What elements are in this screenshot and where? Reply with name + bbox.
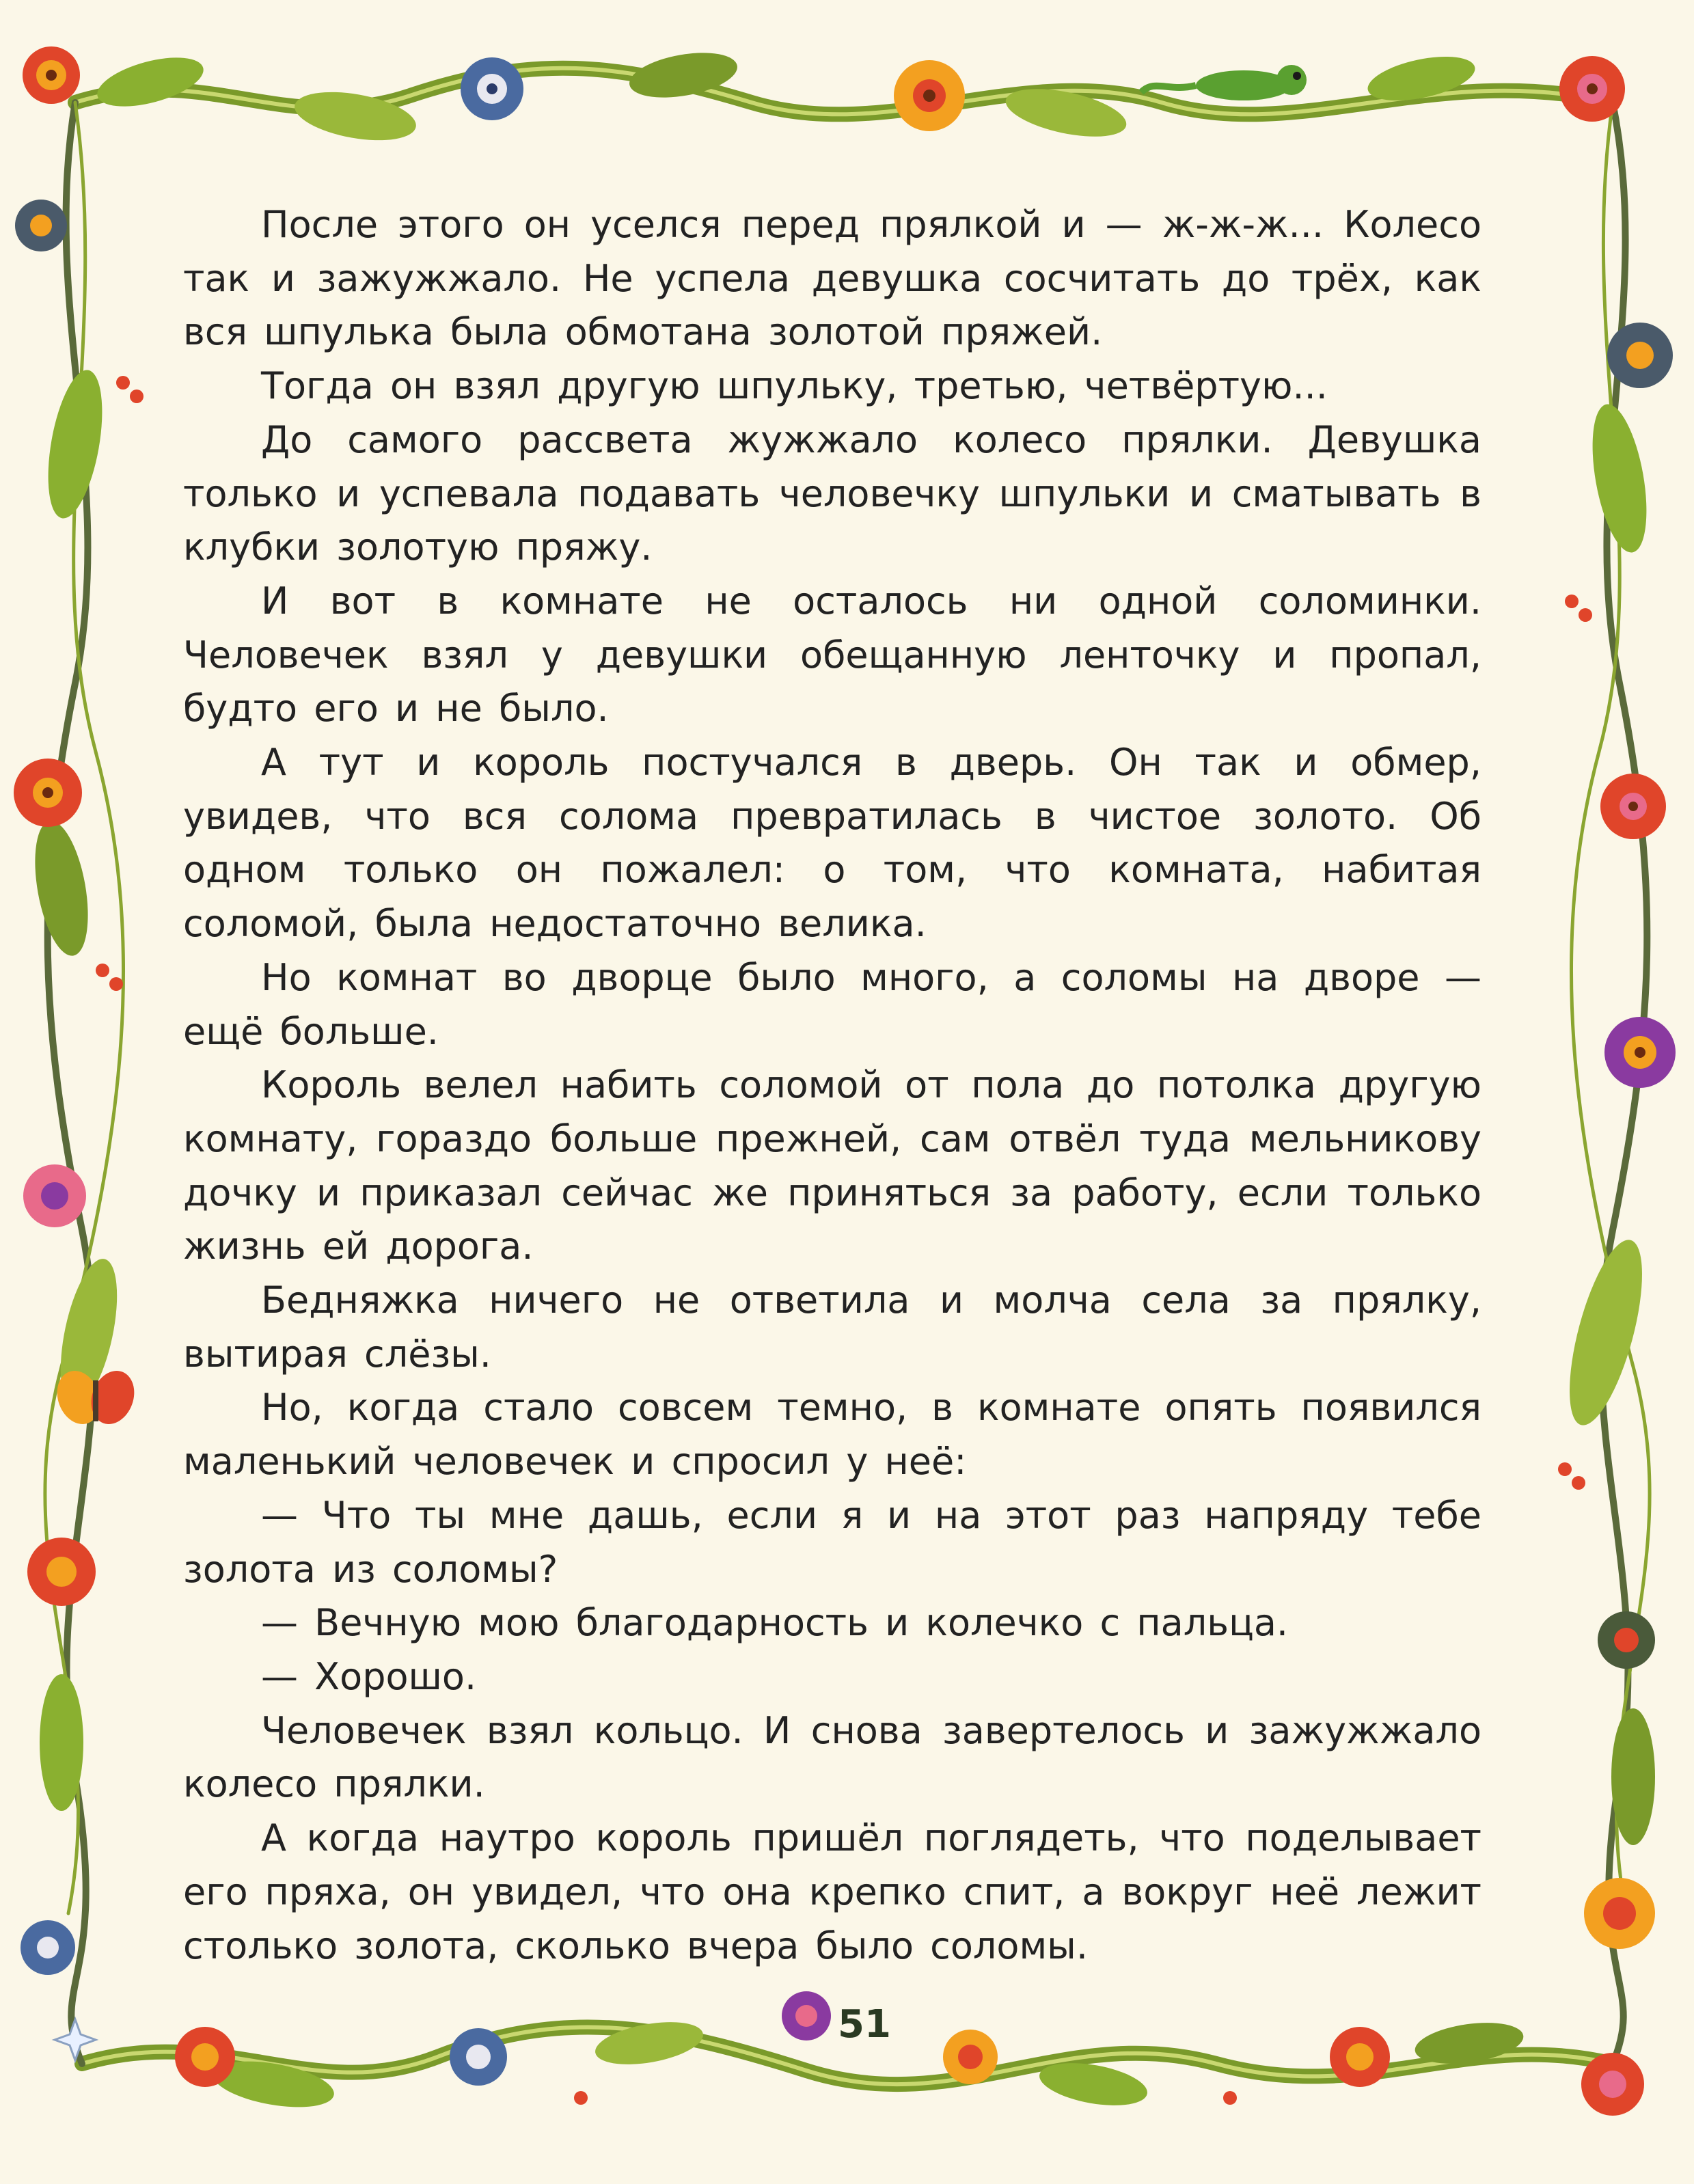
paragraph: Но, когда стало совсем темно, в комнате опять появился маленький человечек и спросил у неё: [183, 1386, 1481, 1484]
paragraph: Король велел набить соломой от пола до потолка другую комнату, гораздо больше прежней, сам отвёл туда мельникову дочку и приказал сейчас же приняться за работу, если только жизнь ей дорога. [183, 1063, 1481, 1268]
paragraph: Но комнат во дворце было много, а соломы на дворе — ещё больше. [183, 955, 1481, 1053]
lizard-icon [1141, 65, 1307, 100]
paragraph: После этого он уселся перед прялкой и — ж-ж-ж... Колесо так и зажужжало. Не успела девушка сосчитать до трёх, как вся шпулька была обмотана золотой пряжей. [183, 203, 1481, 354]
paragraph: И вот в комнате не осталось ни одной соломинки. Человечек взял у девушки обещанную ленточку и пропал, будто его и не было. [183, 579, 1481, 731]
paragraph: До самого рассвета жужжало колесо прялки. Девушка только и успевала подавать человечку шпульки и сматывать в клубки золотую пряжу. [183, 418, 1481, 569]
paragraph: — Хорошо. [261, 1654, 477, 1698]
paragraph: Тогда он взял другую шпульку, третью, четвёртую... [261, 364, 1328, 408]
page-number: 51 [838, 2002, 891, 2047]
story-text [183, 198, 1481, 1973]
paragraph: Человечек взял кольцо. И снова завертелось и зажужжало колесо прялки. [183, 1708, 1481, 1806]
paragraph: А когда наутро король пришёл поглядеть, что поделывает его пряха, он увидел, что она крепко спит, а вокруг неё лежит столько золота, сколько вчера было соломы. [183, 1816, 1481, 1967]
paragraph: — Что ты мне дашь, если я и на этот раз напряду тебе золота из соломы? [183, 1493, 1481, 1591]
paragraph: Бедняжка ничего не ответила и молча села за прялку, вытирая слёзы. [183, 1279, 1481, 1376]
paragraph: А тут и король постучался в дверь. Он так и обмер, увидев, что вся солома превратилась в чистое золото. Об одном только он пожалел: о том, что комната, набитая соломой, была недостаточно велика. [183, 741, 1481, 946]
paragraph: — Вечную мою благодарность и колечко с пальца. [261, 1601, 1289, 1645]
